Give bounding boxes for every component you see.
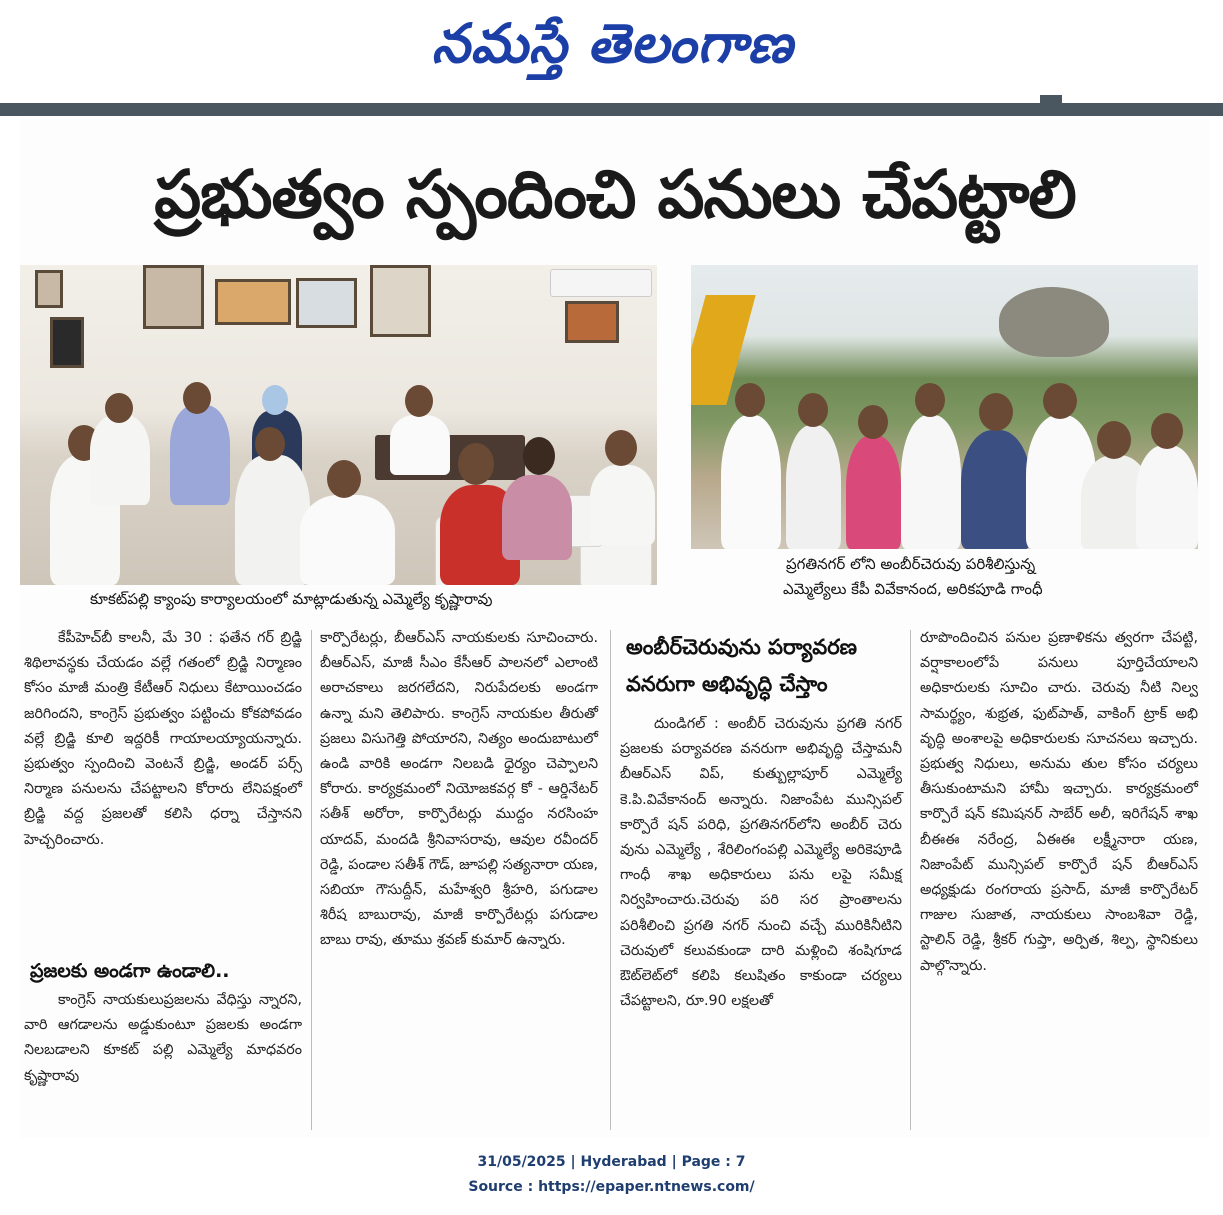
article2-headline-line1: అంబీర్‌చెరువును పర్యావరణ xyxy=(626,635,858,659)
article1-column1-continued xyxy=(24,988,302,1089)
article1-paragraph: కేపీహెచ్‌బీ కాలనీ, మే 30 : ఫతేన గర్ బ్రిడ్జి శిథిలావస్థకు చేయడం వల్లే గతంలో బ్రిడ్జి నిర్మాణం కోసం మాజీ మంత్రి కేటీఆర్ నిధులు కేటాయించడం జరిగిందని, కాంగ్రెస్ ప్రభుత్వం పట్టించు కోకపోవడం వల్లే బ్రిడ్జి కూలి ఇద్దరికీ గాయాలయ్యాయన్నారు. ప్రభుత్వం స్పందించి వెంటనే బ్రిడ్జి, అండర్ పర్స్ నిర్మాణ పనులను చేపట్టాలని కోరారు లేనిపక్షంలో బ్రిడ్జి వద్ద ప్రజలతో కలిసి ధర్నా చేస్తానని హెచ్చరించారు. xyxy=(24,630,302,848)
person-head xyxy=(605,430,637,466)
person-head xyxy=(735,383,765,417)
photo-lake-inspection xyxy=(691,265,1198,549)
photo1-caption: కూకట్‌పల్లి క్యాంపు కార్యాలయంలో మాట్లాడుతున్న ఎమ్మెల్యే కృష్ణారావు xyxy=(90,590,493,608)
person-head xyxy=(858,405,888,439)
article2-column2 xyxy=(920,626,1198,979)
article1-column1 xyxy=(24,626,302,853)
footer-source: Source : https://epaper.ntnews.com/ xyxy=(468,1179,755,1195)
article2-paragraph: దుండిగల్ : అంబీర్ చెరువును ప్రగతి నగర్ ప్రజలకు పర్యావరణ వనరుగా అభివృద్ధి చేస్తామనీ బీఆర్ఎస్ విప్, కుత్బుల్లాపూర్ ఎమ్మెల్యే కె.పి.వివేకానంద్ అన్నారు. నిజాంపేట మున్సిపల్ కార్పొరే షన్ పరిధి, ప్రగతినగర్‌లోని అంబీర్ చెరు వును ఎమ్మెల్యే , శేరిలింగంపల్లి ఎమ్మెల్యే అరికెపూడి గాంధీ శాఖ అధికారులు పను లపై సమీక్ష నిర్వహించారు.చెరువు పరి సర ప్రాంతాలను పరిశీలించి ప్రగతి నగర్ నుంచి వచ్చే మురికినీటిని చెరువులో కలువకుండా దారి మళ్లించి శంషిగూడ ఔట్‌లెట్‌లో కలిపి కలుషితం కాకుండా చర్యలు చేపట్టాలని, రూ.90 లక్షలతో xyxy=(620,716,902,1010)
article2-column1 xyxy=(620,712,902,1014)
main-headline: ప్రభుత్వం స్పందించి పనులు చేపట్టాలి xyxy=(154,156,1076,233)
photo2-caption-line2: ఎమ్మెల్యేలు కేపీ వివేకానంద, అరికపూడి గాంధీ xyxy=(783,580,1043,598)
person xyxy=(961,430,1031,549)
person-head xyxy=(105,393,133,423)
photo2-caption-line1: ప్రగతినగర్ లోని అంబీర్‌చెరువు పరిశీలిస్తున్న xyxy=(786,555,1036,573)
person-head xyxy=(255,427,285,461)
person-head xyxy=(327,460,361,498)
person-head xyxy=(183,382,211,414)
person-head xyxy=(523,437,555,475)
wall-frame xyxy=(215,279,291,325)
article1-subheading: ప్రజలకు అండగా ఉండాలి.. xyxy=(30,960,230,982)
person xyxy=(901,415,961,549)
masthead xyxy=(0,0,1223,100)
person xyxy=(90,415,150,505)
person xyxy=(1136,445,1198,549)
tv-screen xyxy=(50,317,84,368)
person-head xyxy=(1043,383,1077,419)
person-head xyxy=(979,393,1013,431)
column-divider xyxy=(910,630,911,1130)
person-head xyxy=(798,393,828,427)
wall-frame xyxy=(370,265,431,337)
wall-frame xyxy=(143,265,204,329)
newspaper-logo: నమస్తే తెలంగాణ xyxy=(431,11,794,75)
person xyxy=(235,455,310,585)
wall-frame xyxy=(565,301,619,343)
article2-headline-line2: వనరుగా అభివృద్ధి చేస్తాం xyxy=(626,672,828,696)
column-divider xyxy=(610,630,611,1130)
article2-paragraph: రూపొందించిన పనుల ప్రణాళికను త్వరగా చేపట్టి, వర్షాకాలంలోపే పనులు పూర్తిచేయాలని అధికారులకు సూచిం చారు. చెరువు నీటి నిల్వ సామర్థ్యం, శుభ్రత, ఫుట్‌పాత్, వాకింగ్ ట్రాక్ అభి వృద్ధి అంశాలపై అధికారులకు సూచనలు ఇచ్చారు. ప్రభుత్వ నిధులు, అనుమ తుల కోసం చర్యలు తీసుకుంటామని హామీ ఇచ్చారు. కార్యక్రమంలో కార్పొరే షన్ కమిషనర్ సాబేర్ అలీ, ఇరిగేషన్ శాఖ బీఈఈ నరేంద్ర, ఏఈఈ లక్ష్మీనారా యణ, నిజాంపేట్ మున్సిపల్ కార్పొరే షన్ బీఆర్ఎస్ అధ్యక్షుడు రంగరాయ ప్రసాద్, మాజీ కార్పొరేటర్ గాజుల సుజాత, నాయకులు సాంబశివా రెడ్డి, స్టాలిన్ రెడ్డి, శ్రీకర్ గుప్తా, అర్పిత, శిల్ప, స్థానికులు పాల్గొన్నారు. xyxy=(920,630,1198,974)
person-head xyxy=(405,385,433,417)
air-conditioner xyxy=(550,269,652,297)
person xyxy=(300,495,395,585)
article1-column2 xyxy=(320,626,598,954)
footer-date-page: 31/05/2025 | Hyderabad | Page : 7 xyxy=(477,1154,746,1170)
column-divider xyxy=(311,630,312,1130)
person xyxy=(721,415,781,549)
person xyxy=(502,475,572,560)
photo-office-meeting xyxy=(20,265,657,585)
header-rule xyxy=(0,103,1223,116)
person-head xyxy=(458,443,494,485)
person-head xyxy=(1151,413,1183,449)
wall-frame xyxy=(296,278,357,328)
person xyxy=(590,465,655,545)
person xyxy=(390,415,450,475)
article1-paragraph: కార్పొరేటర్లు, బీఆర్ఎస్ నాయకులకు సూచించారు. బీఆర్ఎస్, మాజీ సీఎం కేసీఆర్ పాలనలో ఎలాంటి అరాచకాలు జరగలేదని, నిరుపేదలకు అండగా ఉన్నా మని తెలిపారు. కాంగ్రెస్ నాయకుల తీరుతో ప్రజలు విసుగెత్తి పోయారని, నిత్యం అందుబాటులో ఉండి వారికి అండగా నిలబడి ధైర్యం చెప్పాలని కోరారు. కార్యక్రమంలో నియోజకవర్గ కో - ఆర్డినేటర్ సతీశ్ అరోరా, కార్పొరేటర్లు ముద్దం నరసింహ యాదవ్, మందడి శ్రీనివాసరావు, ఆవుల రవీందర్ రెడ్డి, పండాల సతీశ్ గౌడ్, జూపల్లి సత్యనారా యణ, సబియా గౌసుద్దీన్, మహేశ్వరి శ్రీహరి, పగుడాల శిరీష బాబురావు, మాజీ కార్పొరేటర్లు పగుడాల బాబు రావు, తూము శ్రవణ్ కుమార్ ఉన్నారు. xyxy=(320,630,598,949)
person xyxy=(170,405,230,505)
person-head xyxy=(262,385,288,415)
person xyxy=(846,435,901,549)
person-head xyxy=(915,383,945,417)
footer xyxy=(0,1150,1223,1200)
article1-paragraph: కాంగ్రెస్ నాయకులుప్రజలను వేధిస్తు న్నారని, వారి ఆగడాలను అడ్డుకుంటూ ప్రజలకు అండగా నిలబడాలని కూకట్ పల్లి ఎమ్మెల్యే మాధవరం కృష్ణారావు xyxy=(24,992,302,1084)
person xyxy=(786,425,841,549)
wall-frame xyxy=(35,270,63,308)
rock-boulder xyxy=(999,287,1109,357)
person-head xyxy=(1097,421,1131,459)
